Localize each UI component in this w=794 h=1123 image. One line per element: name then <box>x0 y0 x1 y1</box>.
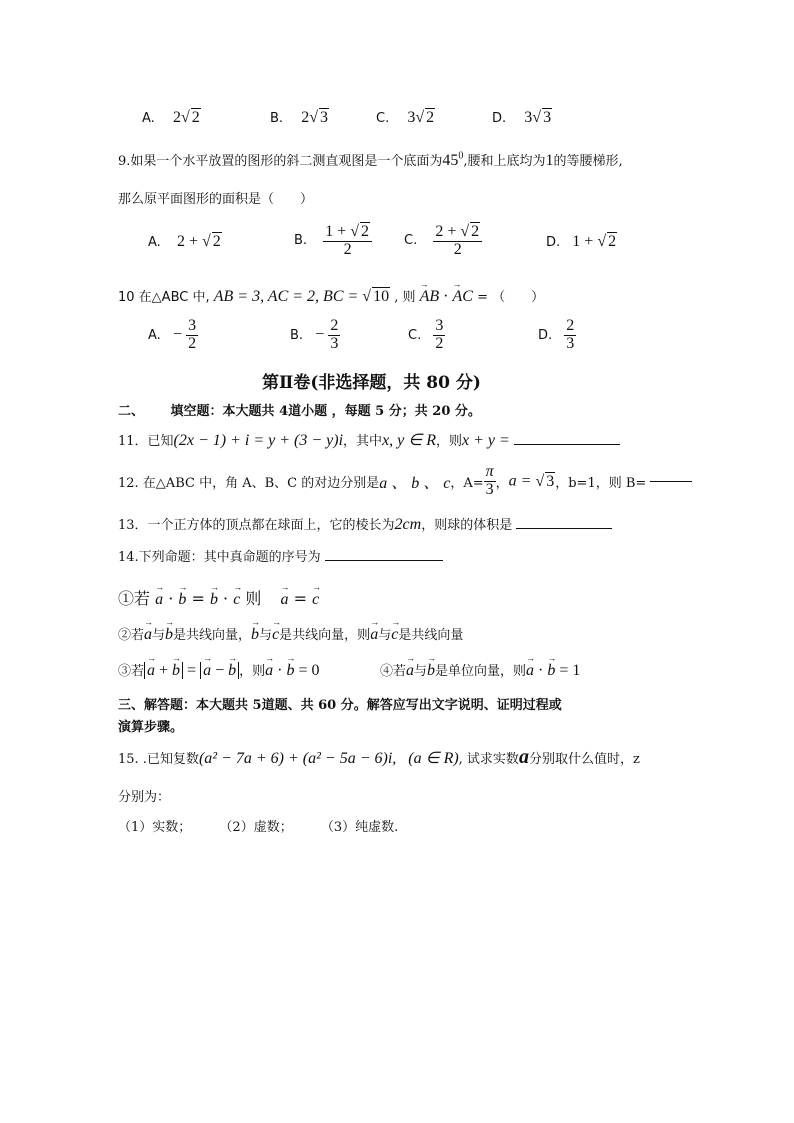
q10-vector-ac: → AC <box>453 288 473 306</box>
section-3-heading-line-1: 三、解答题：本大题共 5道题、共 60 分。解答应写出文字说明、证明过程或 <box>118 698 562 713</box>
q15-line-2: 分别为： <box>118 790 171 805</box>
q9-option-b <box>294 222 372 259</box>
q12-text-b: ，A= <box>450 475 484 491</box>
q10-option-d <box>538 318 576 353</box>
q9-text-c: 的等腰梯形, <box>553 154 623 169</box>
q15-condition: (a ∈ R) <box>408 750 459 767</box>
q12-answer-blank[interactable] <box>650 481 692 482</box>
radicand: 3 <box>543 109 552 126</box>
mark: ②若 <box>118 628 145 643</box>
q10-ask-b: = （ ） <box>477 290 545 305</box>
q15-item-3: （3）纯虚数. <box>320 820 399 835</box>
section-title: 填空题：本大题共 4道小题 ，每题 5 分；共 20 分。 <box>170 404 481 419</box>
numerator: π <box>485 463 494 480</box>
q11-answer-blank[interactable] <box>514 444 620 445</box>
q10-ask-a: , 则 <box>394 290 416 305</box>
q9-line-2: 那么原平面图形的面积是（ ） <box>118 192 314 207</box>
q10-vector-ab: → AB <box>420 288 440 306</box>
q10-conditions: AB = 3, AC = 2, BC = <box>213 288 363 305</box>
option-label: C. <box>376 111 390 126</box>
denominator: 2 <box>453 240 462 258</box>
numerator: 2 <box>566 317 575 334</box>
q13-length: 2cm <box>394 516 422 533</box>
q13 <box>118 514 612 534</box>
section-3-heading-line-2: 演算步骤。 <box>118 720 184 735</box>
q14-proposition-2: ②若→ a与→ b是共线向量，→ b与→ c是共线向量，则→ a与→ c是共线向量 <box>118 624 463 644</box>
q10-option-c <box>408 318 445 353</box>
q15-text-c: 分别取什么值时，z <box>528 752 640 767</box>
q12-angle-fraction <box>484 464 496 499</box>
option-label: A. <box>148 327 161 343</box>
q15-prefix: 15. .已知复数 <box>118 752 199 767</box>
radicand: 3 <box>319 109 328 126</box>
q14-title-text: 14.下列命题：其中真命题的序号为 <box>118 550 321 565</box>
q14-proposition-4: ④若→ a与→ b是单位向量，则→ a · → b = 1 <box>380 660 580 680</box>
coef: 2 <box>172 109 181 126</box>
q15-item-1: （1）实数； <box>118 820 192 835</box>
option-label: C. <box>408 327 422 343</box>
part-2-title: 第Ⅱ卷(非选择题，共 80 分) <box>262 373 481 393</box>
denominator: 3 <box>566 334 575 352</box>
q9-option-c <box>404 222 482 259</box>
q10-stem: 10 在△ABC 中, AB = 3, AC = 2, BC = √ 10 , 则 → AB · → AC = （ ） <box>118 286 544 306</box>
q10-option-b <box>290 318 340 353</box>
option-label: D. <box>538 327 553 343</box>
q12-text-d: ，b=1，则 B= <box>555 475 647 491</box>
q11-text-b: ，其中 <box>343 434 383 449</box>
radicand: 2 <box>212 233 221 250</box>
q14-answer-blank[interactable] <box>325 560 443 561</box>
numerator: 3 <box>435 317 444 334</box>
q9-option-d: D. 1 + √ 2 <box>546 233 617 250</box>
coef: 2 <box>301 109 310 126</box>
radicand: 2 <box>426 109 435 126</box>
q8-option-b: B. 2√ 3 <box>270 109 328 126</box>
numerator: 2 <box>330 317 339 334</box>
option-label: C. <box>404 232 418 248</box>
mark: ①若 <box>118 589 151 608</box>
numerator: 1 + √ 2 <box>323 222 372 242</box>
q10-radicand: 10 <box>373 288 390 305</box>
sign: − <box>172 326 182 344</box>
q11-prefix: 11．已知 <box>118 434 174 449</box>
then: 则 <box>245 589 262 608</box>
denominator: 2 <box>343 240 352 258</box>
mark: ③若 <box>118 664 145 679</box>
sign: − <box>315 326 325 344</box>
q11-ask: x + y = <box>462 432 514 449</box>
q11-equation: (2x − 1) + i = y + (3 − y)i <box>173 432 344 449</box>
mark: ④若 <box>380 664 407 679</box>
q12-text-a: 12. 在△ABC 中，角 A、B、C 的对边分别是 <box>118 475 380 491</box>
q15-text-b: , 试求实数 <box>458 752 519 767</box>
q11-text-c: ，则 <box>435 434 462 449</box>
q9-option-a: A. 2 + √ 2 <box>148 233 221 250</box>
radicand: 2 <box>608 233 617 250</box>
numerator: 2 + √ 2 <box>433 222 482 242</box>
q9-text-b: ,腰和上底均为 <box>463 154 546 169</box>
expr: 1 + <box>572 233 598 250</box>
q13-answer-blank[interactable] <box>516 528 612 529</box>
q9-degree-sup: 0 <box>458 150 464 162</box>
radicand: 2 <box>191 109 200 126</box>
denominator: 2 <box>435 334 444 352</box>
q11-condition: x, y ∈ R <box>382 432 436 449</box>
q12-sides: a 、 b 、 c <box>379 474 451 492</box>
coef: 3 <box>524 109 533 126</box>
q8-option-c: C. 3√ 2 <box>376 109 435 126</box>
numerator: 3 <box>188 317 197 334</box>
denominator: 3 <box>485 480 494 498</box>
q9-degree <box>442 152 463 169</box>
q15-expression: (a² − 7a + 6) + (a² − 5a − 6)i, <box>198 750 397 767</box>
q15-variable: a <box>518 746 529 768</box>
section-number: 二、 <box>118 404 145 419</box>
q9-line-1 <box>118 150 623 170</box>
q14-proposition-3: ③若→ a + → b = → a − → b ，则→ a · → b = 0 <box>118 660 319 680</box>
q13-text-b: ，则球的体积是 <box>421 518 513 533</box>
q9-one: 1 <box>545 152 554 169</box>
denominator: 2 <box>188 334 197 352</box>
q11 <box>118 430 620 450</box>
option-label: B. <box>294 232 308 248</box>
q14-proposition-1: ①若 → a · → b = → b · → c 则 → a = → c <box>118 586 319 609</box>
q10-prefix: 10 在△ABC 中, <box>118 290 210 305</box>
expr: 2 + <box>176 233 202 250</box>
option-label: A. <box>148 235 161 250</box>
q12-text-c: ， <box>495 475 509 491</box>
q15-item-2: （2）虚数； <box>219 820 293 835</box>
option-label: B. <box>270 111 284 126</box>
q10-option-a <box>148 318 198 353</box>
q13-text-a: 13．一个正方体的顶点都在球面上，它的棱长为 <box>118 518 395 533</box>
q14-title <box>118 546 443 565</box>
q12-radicand: 3 <box>546 472 555 490</box>
q9-degree-value: 45 <box>442 152 459 169</box>
q12-a-eq: a = <box>508 472 536 490</box>
q8-option-d: D. 3√ 3 <box>492 109 552 126</box>
q15-stem <box>118 746 640 769</box>
q15-items <box>118 816 398 835</box>
dot-operator: · <box>439 288 453 305</box>
q12: 12. 在△ABC 中，角 A、B、C 的对边分别是a 、 b 、 c，A= $\frac{\pi}{3}$ ，a = √ 3，b=1，则 B= <box>118 464 692 499</box>
option-label: D. <box>492 111 507 126</box>
option-label: A. <box>142 111 155 126</box>
section-2-heading <box>118 400 481 419</box>
option-label: D. <box>546 235 561 250</box>
denominator: 3 <box>330 334 339 352</box>
q8-option-a: A. 2√ 2 <box>142 109 200 126</box>
option-label: B. <box>290 327 304 343</box>
q9-text-a: 9.如果一个水平放置的图形的斜二测直观图是一个底面为 <box>118 154 443 169</box>
coef: 3 <box>407 109 416 126</box>
